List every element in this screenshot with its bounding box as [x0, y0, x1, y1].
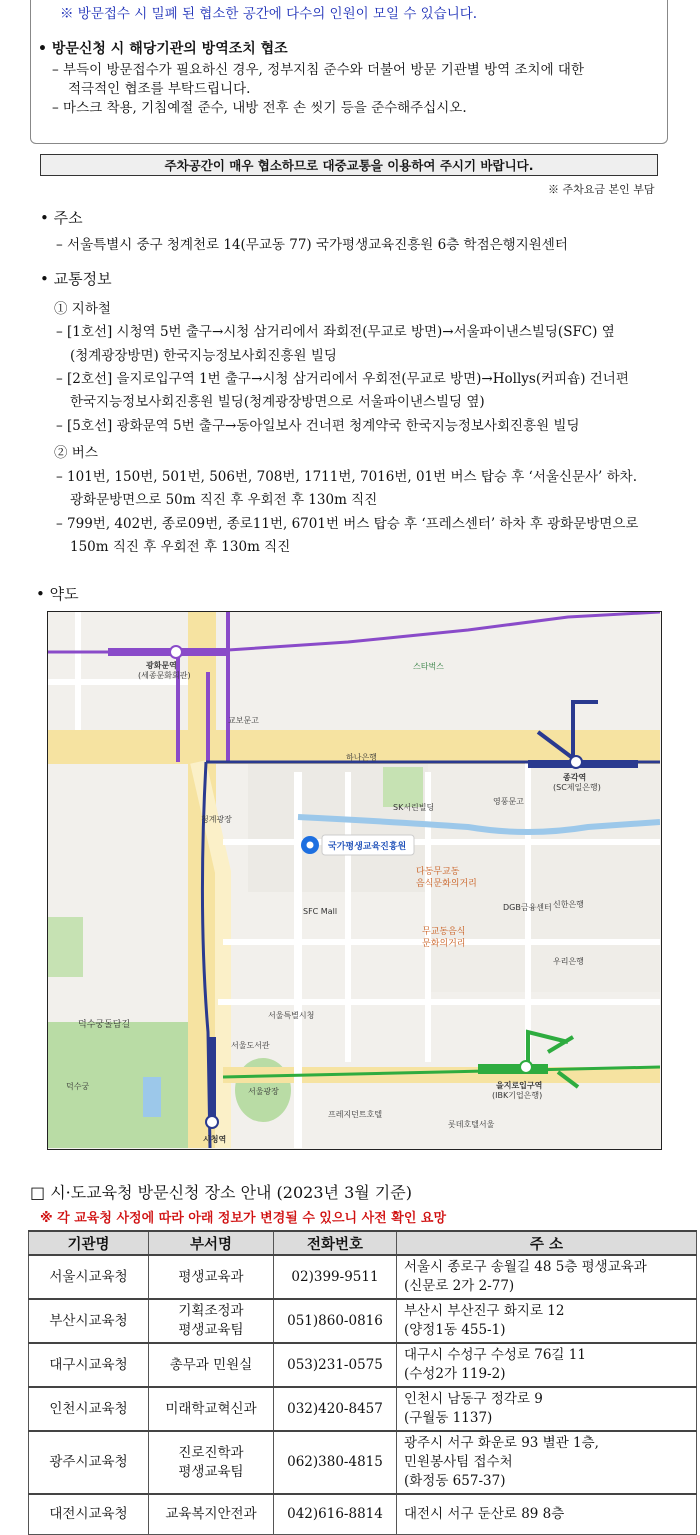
- parking-banner: 주차공간이 매우 협소하므로 대중교통을 이용하여 주시기 바랍니다.: [40, 154, 658, 176]
- cell-phone: 053)231-0575: [274, 1343, 397, 1387]
- cell-dept: [149, 1255, 274, 1299]
- map-label-hana: 하나은행: [346, 753, 377, 762]
- notice-item-1: – 부득이 방문접수가 필요하신 경우, 정부지침 준수와 더불어 방문 기관별 방역 조치에 대한: [52, 62, 585, 78]
- cell-phone: 051)860-0816: [274, 1299, 397, 1343]
- map-label-mugyo-culture: 무교동음식: [422, 927, 466, 937]
- subway-line-2-cont: 한국지능정보사회진흥원 빌딩(청계광장방면으로 서울파이낸스빌딩 옆): [70, 394, 485, 410]
- parking-fee-note: ※ 주차요금 본인 부담: [548, 183, 655, 196]
- map-label-seoul-lib: 서울도서관: [231, 1041, 270, 1050]
- addr-line: 민원봉사팀 접수처: [404, 1454, 513, 1470]
- cell-org: 대구시교육청: [29, 1343, 149, 1387]
- header-dept: 부서명: [149, 1231, 274, 1255]
- bus-line-2: – 799번, 402번, 종로09번, 종로11번, 6701번 버스 탑승 후 ‘프레스센터’ 하차 후 광화문방면으로: [56, 516, 639, 532]
- cell-phone: 062)380-4815: [274, 1431, 397, 1494]
- dept-line: 미래학교혁신과: [165, 1400, 257, 1417]
- table-row: [29, 1431, 697, 1494]
- map-label-seoul-hall: 서울특별시청: [268, 1011, 315, 1020]
- cell-phone: 02)399-9511: [274, 1255, 397, 1299]
- addr-line: (신문로 2가 2-77): [404, 1278, 515, 1294]
- destination-label: 국가평생교육진흥원: [328, 842, 407, 852]
- pond: [143, 1077, 161, 1117]
- dept-line: 평생교육팀: [178, 1322, 244, 1338]
- map-label-jonggak: 종각역: [563, 773, 587, 782]
- addr-line: 부산시 부산진구 화지로 12: [404, 1303, 565, 1319]
- notice-heading: • 방문신청 시 해당기관의 방역조치 협조: [38, 41, 288, 57]
- cell-addr: [397, 1494, 697, 1534]
- cell-addr: [397, 1255, 697, 1299]
- offices-table: [28, 1230, 697, 1535]
- subway-line-1: – [1호선] 시청역 5번 출구→시청 삼거리에서 좌회전(무교로 방면)→서울파이낸스빌딩(SFC) 옆: [56, 324, 615, 340]
- bus-line-1: – 101번, 150번, 501번, 506번, 708번, 1711번, 7016번, 01번 버스 탑승 후 ‘서울신문사’ 하차.: [56, 469, 637, 485]
- dept-line: 평생교육팀: [178, 1463, 244, 1480]
- offices-header-row: [29, 1231, 697, 1255]
- dept-line: 평생교육과: [178, 1268, 244, 1285]
- map-label-cheonggye: 청계광장: [201, 815, 232, 824]
- map-label-gwanghwamun-sub: (세종문화회관): [138, 671, 191, 680]
- cell-org: 서울시교육청: [29, 1255, 149, 1299]
- subway-line-1-cont: (청계광장방면) 한국지능정보사회진흥원 빌딩: [70, 348, 337, 364]
- map-label-mugyo-food: 다동무교동: [416, 867, 460, 877]
- map-heading-text: 약도: [49, 585, 79, 603]
- transit-heading-text: 교통정보: [53, 270, 112, 288]
- cell-addr: [397, 1299, 697, 1343]
- map-label-dgb: DGB금융센터: [503, 903, 552, 912]
- transit-heading: • 교통정보: [40, 270, 112, 288]
- map-label-euljiro-sub: (IBK기업은행): [492, 1091, 543, 1100]
- table-row: [29, 1299, 697, 1343]
- map-label-gwanghwamun: 광화문역: [146, 661, 177, 670]
- map-label-euljiro: 을지로입구역: [496, 1081, 543, 1090]
- notice-warning: ※ 방문접수 시 밀폐 된 협소한 공간에 다수의 인원이 모일 수 있습니다.: [60, 6, 478, 22]
- dept-line: 진로진학과: [178, 1444, 244, 1461]
- cell-phone: 032)420-8457: [274, 1387, 397, 1431]
- table-row: [29, 1255, 697, 1299]
- addr-line: 광주시 서구 화운로 93 별관 1층,: [404, 1435, 599, 1451]
- location-map[interactable]: [47, 611, 662, 1150]
- offices-warning: ※ 각 교육청 사정에 따라 아래 정보가 변경될 수 있으니 사전 확인 요망: [40, 1211, 447, 1226]
- map-label-plaza: 서울광장: [248, 1087, 279, 1096]
- bus-line-1-cont: 광화문방면으로 50m 직진 후 우회전 후 130m 직진: [70, 492, 378, 508]
- bus-line-2-cont: 150m 직진 후 우회전 후 130m 직진: [70, 539, 291, 555]
- cell-org: 인천시교육청: [29, 1387, 149, 1431]
- dept-line: 총무과 민원실: [169, 1356, 253, 1373]
- addr-line: (양정1동 455-1): [404, 1322, 506, 1338]
- dept-line: 교육복지안전과: [165, 1505, 257, 1522]
- cell-dept: [149, 1299, 274, 1343]
- map-label-sfc: SFC Mall: [303, 907, 338, 916]
- cell-dept: [149, 1387, 274, 1431]
- map-label-mugyo-culture-2: 문화의거리: [422, 939, 466, 949]
- addr-line: 인천시 남동구 정각로 9: [404, 1391, 543, 1407]
- cell-phone: 042)616-8814: [274, 1494, 397, 1534]
- offices-title: □ 시·도교육청 방문신청 장소 안내 (2023년 3월 기준): [30, 1183, 412, 1202]
- notice-item-1-cont: 적극적인 협조를 부탁드립니다.: [68, 81, 251, 97]
- addr-line: (구월동 1137): [404, 1410, 493, 1426]
- table-row: [29, 1387, 697, 1431]
- subway-line-2: – [2호선] 을지로입구역 1번 출구→시청 삼거리에서 우회전(무교로 방면)→Hollys(커피숍) 건너편: [56, 371, 629, 387]
- map-label-cityhall: 시청역: [203, 1135, 227, 1144]
- addr-line: 대전시 서구 둔산로 89 8층: [404, 1505, 565, 1522]
- dept-line: 기획조정과: [178, 1303, 244, 1319]
- addr-line: (화정동 657-37): [404, 1473, 506, 1489]
- header-org: 기관명: [29, 1231, 149, 1255]
- map-label-sk: SK서린빌딩: [393, 803, 435, 812]
- cell-dept: [149, 1494, 274, 1534]
- notice-item-2: – 마스크 착용, 기침예절 준수, 내방 전후 손 씻기 등을 준수해주십시오.: [52, 100, 467, 116]
- addr-line: 서울시 종로구 송월길 48 5층 평생교육과: [404, 1259, 647, 1275]
- cell-org: 대전시교육청: [29, 1494, 149, 1534]
- map-label-lotte: 롯데호텔서울: [448, 1120, 495, 1129]
- address-heading: • 주소: [40, 209, 83, 227]
- subway-heading: ① 지하철: [54, 301, 111, 317]
- address-line: – 서울특별시 중구 청계천로 14(무교동 77) 국가평생교육진흥원 6층 학점은행지원센터: [56, 237, 568, 253]
- map-label-press: 프레지던트호텔: [328, 1110, 383, 1119]
- subway-line-3: – [5호선] 광화문역 5번 출구→동아일보사 건너편 청계약국 한국지능정보사회진흥원 빌딩: [56, 418, 580, 434]
- cell-addr: [397, 1387, 697, 1431]
- map-label-jonggak-sub: (SC제일은행): [553, 783, 601, 792]
- addr-line: (수성2가 119-2): [404, 1366, 506, 1382]
- map-label-shinhan: 신한은행: [553, 900, 584, 909]
- map-label-starbucks: 스타벅스: [413, 662, 444, 671]
- cell-dept: [149, 1343, 274, 1387]
- map-label-kyobo: 교보문고: [228, 716, 259, 725]
- bus-heading: ② 버스: [54, 445, 98, 461]
- map-label-deoksugung: 덕수궁: [66, 1082, 90, 1091]
- cell-addr: [397, 1343, 697, 1387]
- cell-org: 부산시교육청: [29, 1299, 149, 1343]
- map-label-mugyo-food-2: 음식문화의거리: [416, 879, 477, 889]
- map-heading: • 약도: [36, 585, 79, 603]
- header-phone: 전화번호: [274, 1231, 397, 1255]
- cell-dept: [149, 1431, 274, 1494]
- address-heading-text: 주소: [53, 209, 83, 227]
- map-label-young: 영풍문고: [493, 797, 524, 806]
- map-label-deoksugung-wall: 덕수궁돌담길: [78, 1020, 131, 1030]
- cell-org: 광주시교육청: [29, 1431, 149, 1494]
- table-row: [29, 1494, 697, 1534]
- header-addr: 주 소: [397, 1231, 697, 1255]
- addr-line: 대구시 수성구 수성로 76길 11: [404, 1347, 586, 1363]
- map-label-woori: 우리은행: [553, 957, 584, 966]
- cell-addr: [397, 1431, 697, 1494]
- table-row: [29, 1343, 697, 1387]
